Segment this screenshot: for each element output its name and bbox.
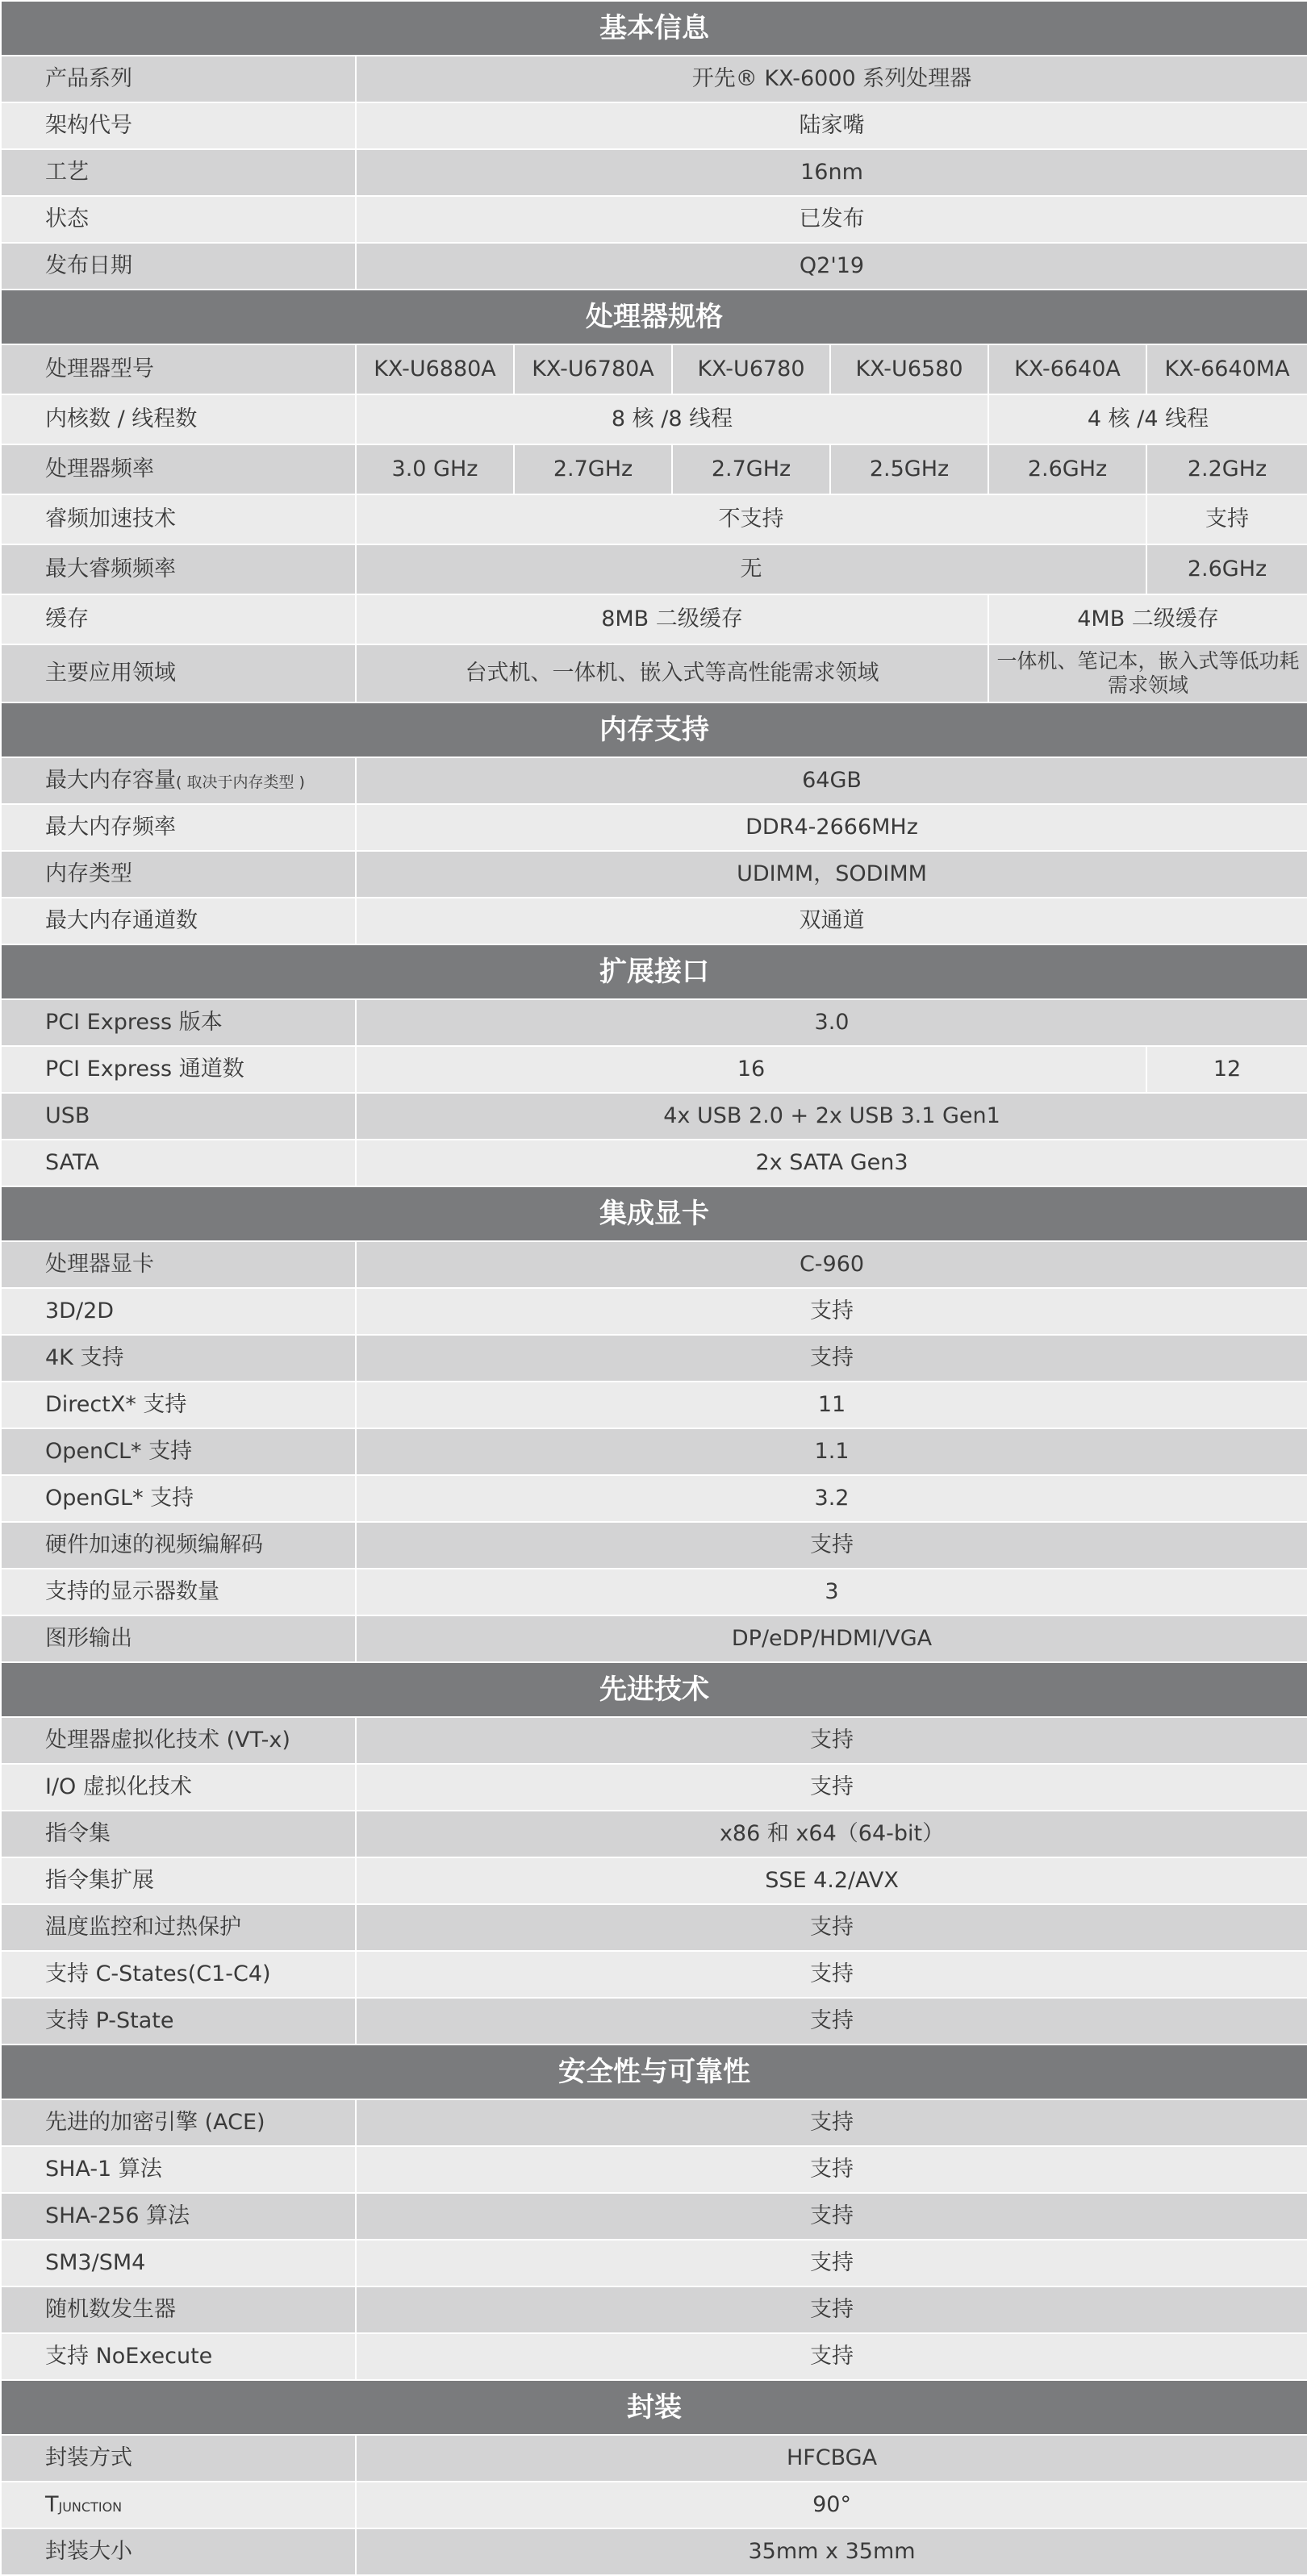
- table-row: [1, 898, 1307, 944]
- row-label: 睿频加速技术: [1, 494, 356, 544]
- model-cell: KX-U6780: [672, 344, 830, 394]
- maxturbo-value-cell: 2.6GHz: [1146, 544, 1307, 594]
- freq-cell: 2.7GHz: [672, 444, 830, 494]
- row-label: [1, 757, 356, 804]
- row-value: 支持: [356, 2099, 1307, 2146]
- table-row: [1, 1093, 1307, 1140]
- row-label: 支持的显示器数量: [1, 1569, 356, 1615]
- row-label: 发布日期: [1, 243, 356, 290]
- table-row: [1, 1475, 1307, 1522]
- row-label: 主要应用领域: [1, 644, 356, 702]
- row-label: 随机数发生器: [1, 2286, 356, 2333]
- table-row: [1, 757, 1307, 804]
- row-value: 90°: [356, 2482, 1307, 2528]
- cache-8-cell: 8MB 二级缓存: [356, 594, 988, 644]
- pcie-lanes-ma-cell: 12: [1146, 1046, 1307, 1093]
- row-value: x86 和 x64（64-bit）: [356, 1811, 1307, 1857]
- table-row: [1, 2193, 1307, 2240]
- table-row: [1, 1717, 1307, 1764]
- table-row: [1, 1522, 1307, 1569]
- row-value: 3: [356, 1569, 1307, 1615]
- tjunction-subscript: JUNCTION: [58, 2499, 123, 2515]
- row-label: 处理器型号: [1, 344, 356, 394]
- row-value: 支持: [356, 1335, 1307, 1382]
- freq-cell: 3.0 GHz: [356, 444, 514, 494]
- row-value: 陆家嘴: [356, 102, 1307, 149]
- section-title-security: 安全性与可靠性: [1, 2045, 1307, 2099]
- row-label: 指令集: [1, 1811, 356, 1857]
- row-value: 支持: [356, 2146, 1307, 2193]
- row-label: 内核数 / 线程数: [1, 394, 356, 444]
- table-row: [1, 1288, 1307, 1335]
- row-label: 指令集扩展: [1, 1857, 356, 1904]
- row-label: USB: [1, 1093, 356, 1140]
- section-title-advanced: 先进技术: [1, 1662, 1307, 1717]
- table-row: [1, 1046, 1307, 1093]
- maxturbo-none-cell: 无: [356, 544, 1146, 594]
- table-row: [1, 1904, 1307, 1951]
- row-value: 已发布: [356, 196, 1307, 243]
- row-label: 工艺: [1, 149, 356, 196]
- table-row: [1, 1335, 1307, 1382]
- row-label: OpenCL* 支持: [1, 1428, 356, 1475]
- section-title-basic: 基本信息: [1, 1, 1307, 56]
- row-value: HFCBGA: [356, 2435, 1307, 2482]
- row-label: DirectX* 支持: [1, 1382, 356, 1428]
- table-row-cores: [1, 394, 1307, 444]
- row-value: 64GB: [356, 757, 1307, 804]
- table-row: [1, 1764, 1307, 1811]
- row-label: 先进的加密引擎 (ACE): [1, 2099, 356, 2146]
- row-value: 11: [356, 1382, 1307, 1428]
- model-cell: KX-6640MA: [1146, 344, 1307, 394]
- row-value: 支持: [356, 2240, 1307, 2286]
- row-label: 缓存: [1, 594, 356, 644]
- memory-cap-label: 最大内存容量: [45, 767, 176, 793]
- row-label: 状态: [1, 196, 356, 243]
- turbo-yes-cell: 支持: [1146, 494, 1307, 544]
- table-row: [1, 999, 1307, 1046]
- row-value: 3.0: [356, 999, 1307, 1046]
- row-label: 支持 P-State: [1, 1998, 356, 2045]
- row-value: 支持: [356, 1904, 1307, 1951]
- table-row: [1, 56, 1307, 102]
- row-value: C-960: [356, 1241, 1307, 1288]
- row-value: 支持: [356, 2333, 1307, 2380]
- cores-4-cell: 4 核 /4 线程: [988, 394, 1307, 444]
- table-row: [1, 196, 1307, 243]
- row-value: 支持: [356, 1951, 1307, 1998]
- table-row: [1, 2333, 1307, 2380]
- table-row: [1, 2528, 1307, 2575]
- row-label: 硬件加速的视频编解码: [1, 1522, 356, 1569]
- row-label: OpenGL* 支持: [1, 1475, 356, 1522]
- row-value: UDIMM，SODIMM: [356, 851, 1307, 898]
- row-label: 处理器频率: [1, 444, 356, 494]
- row-label: 架构代号: [1, 102, 356, 149]
- row-label: 图形输出: [1, 1615, 356, 1662]
- section-title-package: 封装: [1, 2380, 1307, 2435]
- row-label: 温度监控和过热保护: [1, 1904, 356, 1951]
- table-row: [1, 2286, 1307, 2333]
- row-value: 16nm: [356, 149, 1307, 196]
- row-label: 最大内存频率: [1, 804, 356, 851]
- row-label: 最大睿频频率: [1, 544, 356, 594]
- tjunction-t: T: [45, 2491, 59, 2517]
- freq-cell: 2.7GHz: [514, 444, 672, 494]
- table-row-models: [1, 344, 1307, 394]
- row-label: 处理器虚拟化技术 (VT-x): [1, 1717, 356, 1764]
- row-label: 产品系列: [1, 56, 356, 102]
- row-value: 双通道: [356, 898, 1307, 944]
- row-label: 封装大小: [1, 2528, 356, 2575]
- app-4-cell: 一体机、笔记本，嵌入式等低功耗需求领域: [988, 644, 1307, 702]
- table-row: [1, 1951, 1307, 1998]
- row-value: 支持: [356, 2286, 1307, 2333]
- model-cell: KX-U6880A: [356, 344, 514, 394]
- row-label: 最大内存通道数: [1, 898, 356, 944]
- row-label: PCI Express 版本: [1, 999, 356, 1046]
- row-value: 支持: [356, 1764, 1307, 1811]
- row-label: [1, 2482, 356, 2528]
- table-row: [1, 2099, 1307, 2146]
- row-label: SHA-1 算法: [1, 2146, 356, 2193]
- row-label: 4K 支持: [1, 1335, 356, 1382]
- table-row: [1, 2146, 1307, 2193]
- freq-cell: 2.6GHz: [988, 444, 1146, 494]
- model-cell: KX-U6780A: [514, 344, 672, 394]
- table-row: [1, 2240, 1307, 2286]
- row-value: DP/eDP/HDMI/VGA: [356, 1615, 1307, 1662]
- table-row: [1, 1811, 1307, 1857]
- row-label: SATA: [1, 1140, 356, 1186]
- pcie-lanes-main-cell: 16: [356, 1046, 1146, 1093]
- row-label: 封装方式: [1, 2435, 356, 2482]
- table-row: [1, 1569, 1307, 1615]
- app-8-cell: 台式机、一体机、嵌入式等高性能需求领域: [356, 644, 988, 702]
- row-value: 支持: [356, 1998, 1307, 2045]
- section-title-expansion: 扩展接口: [1, 944, 1307, 999]
- row-label: SHA-256 算法: [1, 2193, 356, 2240]
- row-value: 支持: [356, 1522, 1307, 1569]
- table-row: [1, 1382, 1307, 1428]
- row-label: 支持 NoExecute: [1, 2333, 356, 2380]
- table-row: [1, 1428, 1307, 1475]
- table-row-maxturbo: [1, 544, 1307, 594]
- table-row: [1, 243, 1307, 290]
- table-row: [1, 1998, 1307, 2045]
- row-label: 3D/2D: [1, 1288, 356, 1335]
- row-value: 3.2: [356, 1475, 1307, 1522]
- memory-cap-note: ( 取决于内存类型 ): [176, 773, 305, 791]
- row-label: SM3/SM4: [1, 2240, 356, 2286]
- model-cell: KX-U6580: [830, 344, 988, 394]
- turbo-no-cell: 不支持: [356, 494, 1146, 544]
- row-label: I/O 虚拟化技术: [1, 1764, 356, 1811]
- table-row-cache: [1, 594, 1307, 644]
- table-row: [1, 851, 1307, 898]
- table-row: [1, 804, 1307, 851]
- table-row: [1, 149, 1307, 196]
- row-value: 开先® KX-6000 系列处理器: [356, 56, 1307, 102]
- row-value: 4x USB 2.0 + 2x USB 3.1 Gen1: [356, 1093, 1307, 1140]
- row-value: 支持: [356, 1288, 1307, 1335]
- cache-4-cell: 4MB 二级缓存: [988, 594, 1307, 644]
- row-value: SSE 4.2/AVX: [356, 1857, 1307, 1904]
- table-row: [1, 1140, 1307, 1186]
- table-row: [1, 1615, 1307, 1662]
- freq-cell: 2.5GHz: [830, 444, 988, 494]
- cores-8-cell: 8 核 /8 线程: [356, 394, 988, 444]
- row-value: 2x SATA Gen3: [356, 1140, 1307, 1186]
- section-title-memory: 内存支持: [1, 702, 1307, 757]
- row-value: 35mm x 35mm: [356, 2528, 1307, 2575]
- row-label: PCI Express 通道数: [1, 1046, 356, 1093]
- model-cell: KX-6640A: [988, 344, 1146, 394]
- table-row: [1, 1241, 1307, 1288]
- row-value: 支持: [356, 1717, 1307, 1764]
- section-title-graphics: 集成显卡: [1, 1186, 1307, 1241]
- freq-cell: 2.2GHz: [1146, 444, 1307, 494]
- table-row-turbo: [1, 494, 1307, 544]
- row-label: 支持 C-States(C1-C4): [1, 1951, 356, 1998]
- row-value: Q2'19: [356, 243, 1307, 290]
- row-label: 处理器显卡: [1, 1241, 356, 1288]
- table-row-app: [1, 644, 1307, 702]
- row-value: 支持: [356, 2193, 1307, 2240]
- table-row-freq: [1, 444, 1307, 494]
- row-value: DDR4-2666MHz: [356, 804, 1307, 851]
- row-label: 内存类型: [1, 851, 356, 898]
- table-row: [1, 1857, 1307, 1904]
- section-title-cpu: 处理器规格: [1, 290, 1307, 344]
- table-row: [1, 2482, 1307, 2528]
- table-row: [1, 2435, 1307, 2482]
- row-value: 1.1: [356, 1428, 1307, 1475]
- table-row: [1, 102, 1307, 149]
